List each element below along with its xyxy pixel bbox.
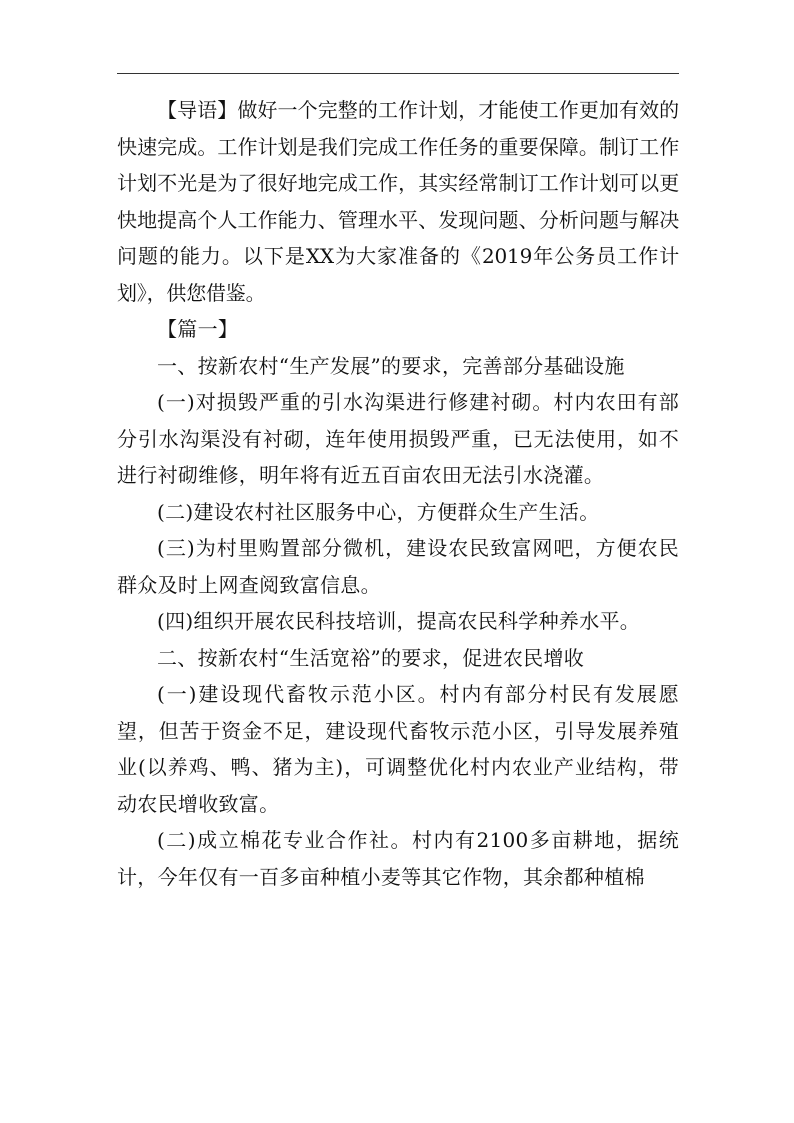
paragraph-service-center: (二)建设农村社区服务中心，方便群众生产生活。 [157, 499, 600, 524]
document-body [117, 92, 679, 895]
heading-production-development: 一、按新农村“生产发展”的要求，完善部分基础设施 [157, 353, 625, 378]
paragraph-technical-training: (四)组织开展农民科技培训，提高农民科学种养水平。 [157, 609, 641, 633]
paragraph-livestock-zone: (一)建设现代畜牧示范小区。村内有部分村民有发展愿望，但苦于资金不足，建设现代畜牧示范小区，引导发展养殖业(以养鸡、鸭、猪为主)，可调整优化村内农业产业结构，带动农民增收致富。 [117, 682, 679, 816]
intro-paragraph: 【导语】做好一个完整的工作计划，才能使工作更加有效的快速完成。工作计划是我们完成工作任务的重要保障。制订工作计划不光是为了很好地完成工作，其实经常制订工作计划可以更快地提高个人工作能力、管理水平、发现问题、分析问题与解决问题的能力。以下是XX为大家准备的《2019年公务员工作计划》，供您借鉴。 [117, 98, 679, 305]
paragraph-canal-repair: (一)对损毁严重的引水沟渠进行修建衬砌。村内农田有部分引水沟渠没有衬砌，连年使用损毁严重，已无法使用，如不进行衬砌维修，明年将有近五百亩农田无法引水浇灌。 [117, 390, 679, 487]
paragraph-cotton-cooperative: (二)成立棉花专业合作社。村内有2100多亩耕地，据统计，今年仅有一百多亩种植小麦等其它作物，其余都种植棉 [117, 828, 679, 889]
paragraph-internet-cafe: (三)为村里购置部分微机，建设农民致富网吧，方便农民群众及时上网查阅致富信息。 [117, 536, 679, 597]
section-heading-part-one: 【篇一】 [157, 317, 239, 341]
heading-prosperous-living: 二、按新农村“生活宽裕”的要求，促进农民增收 [157, 645, 585, 670]
header-rule [117, 73, 679, 74]
